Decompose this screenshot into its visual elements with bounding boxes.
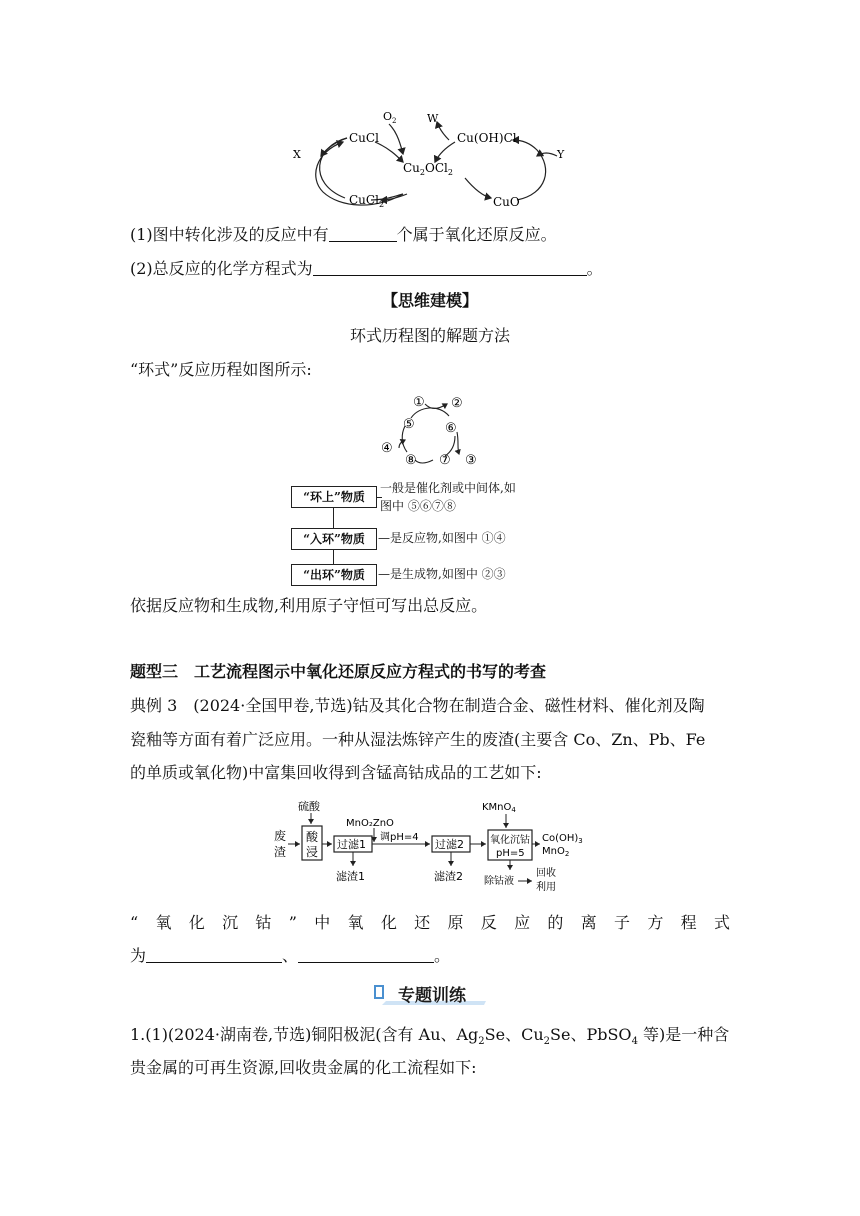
flow-feed-1: 废 (274, 829, 287, 843)
flow-reagent1: MnO₂ZnO (346, 818, 394, 829)
q3-char: 离 (580, 913, 597, 932)
q3-char: 氧 (155, 913, 172, 932)
copper-cycle-diagram (285, 108, 575, 214)
q3-char: “ (130, 913, 139, 932)
flow-recycle-1: 回收 (536, 868, 556, 879)
arrow-w-out (437, 122, 449, 140)
label-o2: $O_2$ (383, 110, 397, 125)
flow-product1: $Co(OH)_3$ (542, 833, 583, 845)
question3-line2 (130, 945, 450, 967)
training-title: 专题训练 (398, 986, 466, 1006)
q3-char: 沉 (222, 913, 239, 932)
box-in-ring-substance: “入环”物质 (291, 528, 377, 550)
q3-char: ” (288, 913, 297, 932)
ring-arrow-3 (457, 432, 459, 454)
q3-char: 式 (713, 913, 730, 932)
ring-label-4: ④ (381, 441, 393, 456)
ring-bottom (415, 460, 433, 463)
arrow-o2-in (389, 124, 403, 154)
q3-char: 氧 (347, 913, 364, 932)
flow-kmno4: KMnO$_4$ (482, 802, 516, 814)
q3-char: 子 (614, 913, 631, 932)
box-ring-desc-line1: 一般是催化剂或中间体,如 (380, 481, 516, 495)
answer-blank-2[interactable] (313, 259, 587, 276)
flow-leach-2: 浸 (306, 845, 319, 859)
box-ring-substance: “环上”物质 (291, 486, 377, 508)
flow-filter1: 过滤1 (337, 838, 366, 851)
question-1 (130, 224, 557, 246)
ring-label-3: ③ (465, 453, 477, 468)
flow-oxid-line1: 氧化沉钴 (490, 835, 530, 846)
flow-residue1: 滤渣1 (336, 870, 365, 883)
q3-char: 中 (314, 913, 331, 932)
ring-diagram (375, 392, 495, 468)
box-ring-desc-line2: 图中 ⑤⑥⑦⑧ (380, 499, 456, 513)
flow-waste: 除钴液 (484, 876, 514, 887)
question-2-tail: 。 (586, 259, 603, 278)
arrow-cuohcl-to-cu2ocl2 (435, 142, 455, 162)
answer-blank-1[interactable] (329, 225, 397, 242)
q3-prefix: 为 (130, 946, 147, 965)
training-header (372, 979, 490, 1009)
modeling-intro: “环式”反应历程如图所示: (130, 360, 312, 379)
label-w: W (427, 112, 439, 125)
box-out-ring-desc: —是生成物,如图中 ②③ (378, 567, 506, 581)
label-x: X (293, 148, 301, 161)
q3-char: 化 (188, 913, 205, 932)
q3-char: 程 (680, 913, 697, 932)
answer-blank-3a[interactable] (146, 946, 282, 963)
ring-label-7: ⑦ (439, 453, 451, 468)
example3-line1: 典例 3 (2024·全国甲卷,节选)钴及其化合物在制造合金、磁性材料、催化剂及陶 (130, 696, 705, 715)
flow-product2: MnO$_2$ (542, 846, 570, 858)
q3-char: 化 (380, 913, 397, 932)
arrow-cuo-to-cuohcl (513, 140, 546, 200)
flow-adjust: 调pH=4 (380, 832, 419, 843)
flow-feed-2: 渣 (274, 845, 287, 859)
flow-residue2: 滤渣2 (434, 870, 463, 883)
problem1-line1: 1.(1)(2024·湖南卷,节选)铜阳极泥(含有 Au、$Ag_2Se$、$Cu_2Se$、PbSO$_4$ 等)是一种含 (130, 1025, 730, 1048)
process-flow-diagram (270, 796, 602, 898)
answer-blank-3b[interactable] (298, 946, 434, 963)
box-out-ring-substance: “出环”物质 (291, 564, 377, 586)
q3-char: 反 (480, 913, 497, 932)
problem1-line2: 贵金属的可再生资源,回收贵金属的化工流程如下: (130, 1058, 477, 1077)
q3-char: 方 (647, 913, 664, 932)
box-connector-1 (376, 497, 382, 498)
arrow-to-cuo (465, 178, 491, 198)
q3-char: 的 (547, 913, 564, 932)
question-1-text: (1)图中转化涉及的反应中有 (130, 225, 329, 244)
node-cu2ocl2: $Cu_2OCl_2$ (403, 161, 453, 177)
ring-label-8: ⑧ (405, 453, 417, 468)
ring-label-6: ⑥ (445, 421, 457, 436)
box-in-ring-desc: —是反应物,如图中 ①④ (378, 531, 506, 545)
example3-line2: 瓷釉等方面有着广泛应用。一种从湿法炼锌产生的废渣(主要含 Co、Zn、Pb、Fe (130, 730, 706, 749)
vertical-connector-1 (333, 508, 334, 528)
question3-line1 (130, 912, 730, 934)
example3-line3: 的单质或氧化物)中富集回收得到含锰高钴成品的工艺如下: (130, 763, 542, 782)
q3-char: 钴 (255, 913, 272, 932)
q3-char: 应 (514, 913, 531, 932)
question-2-text: (2)总反应的化学方程式为 (130, 259, 313, 278)
question-2 (130, 258, 603, 280)
flow-oxid-line2: pH=5 (496, 848, 525, 859)
flow-acid: 硫酸 (298, 800, 320, 813)
box-ring-desc (380, 479, 516, 515)
question-1-tail: 个属于氧化还原反应。 (396, 225, 557, 244)
flow-leach-1: 酸 (306, 830, 319, 844)
ring-label-5: ⑤ (403, 417, 415, 432)
label-y: Y (557, 148, 565, 161)
modeling-title: 【思维建模】 (381, 291, 478, 310)
q3-separator: 、 (282, 946, 299, 965)
q3-end: 。 (434, 946, 451, 965)
ring-label-2: ② (451, 396, 463, 411)
node-cucl: CuCl (349, 131, 379, 145)
node-cuohcl: Cu(OH)Cl (457, 131, 517, 145)
node-cucl2: CuCl$_2$ (349, 193, 385, 209)
arrow-cucl-to-cu2ocl2 (375, 142, 403, 162)
vertical-connector-2 (333, 550, 334, 564)
q3-char: 还 (414, 913, 431, 932)
q3-char: 原 (447, 913, 464, 932)
modeling-conclusion: 依据反应物和生成物,利用原子守恒可写出总反应。 (130, 596, 488, 615)
modeling-subtitle: 环式历程图的解题方法 (349, 326, 510, 345)
section3-title: 题型三 工艺流程图示中氧化还原反应方程式的书写的考查 (130, 662, 547, 681)
flow-filter2: 过滤2 (435, 838, 464, 851)
flow-recycle-2: 利用 (536, 882, 556, 893)
node-cuo: CuO (493, 195, 520, 209)
ring-label-1: ① (413, 395, 425, 410)
